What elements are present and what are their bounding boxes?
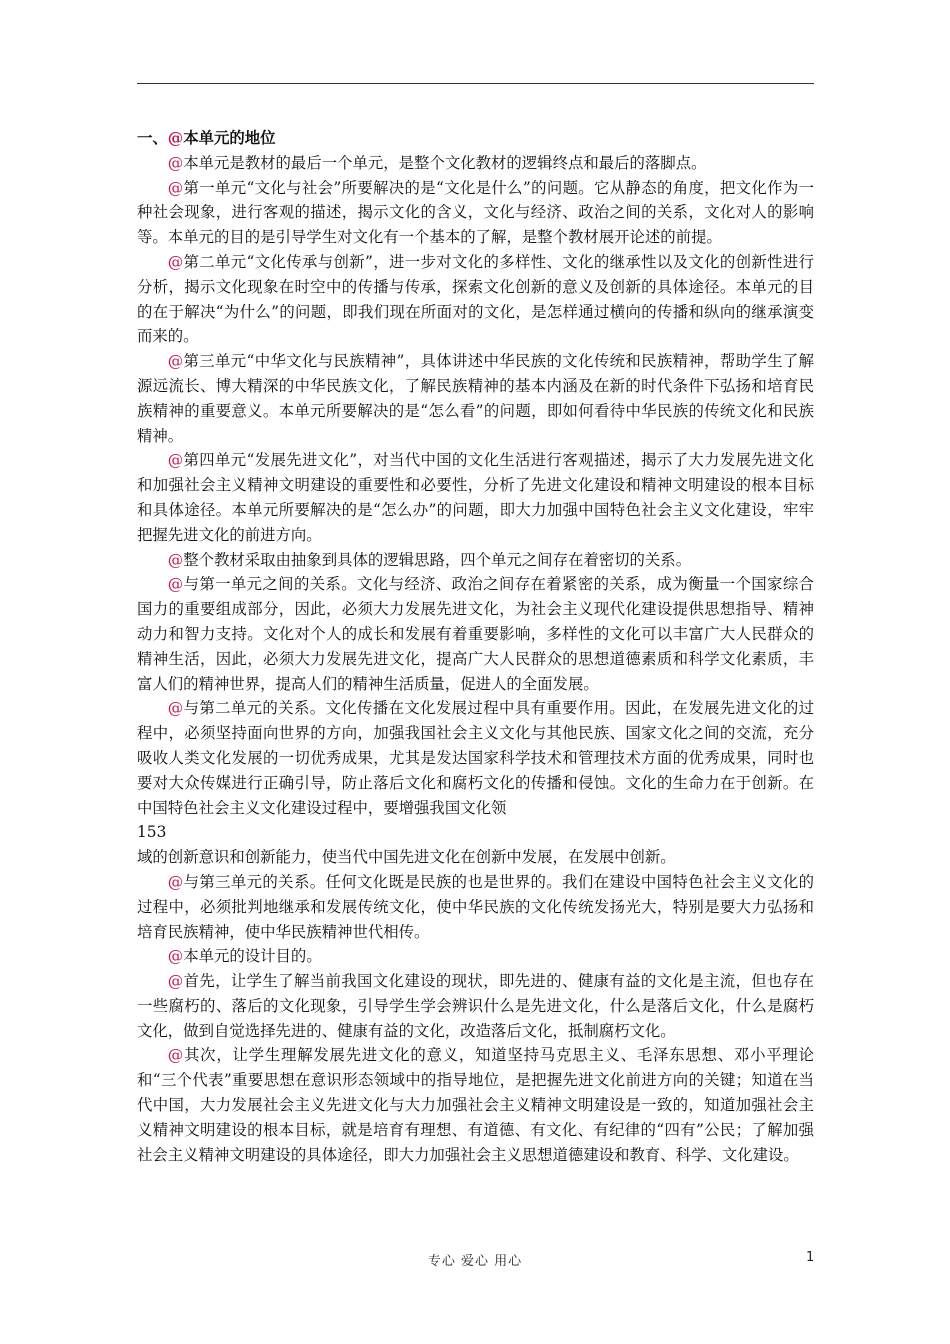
marker-symbol: @ <box>167 972 184 991</box>
marker-symbol: @ <box>167 252 184 271</box>
paragraph: @其次，让学生理解发展先进文化的意义，知道坚持马克思主义、毛泽东思想、邓小平理论和“三个代表”重要思想在意识形态领域中的指导地位，是把握先进文化前进方向的关键；知道在当代中国，大力发展社会主义先进文化与大力加强社会主义精神文明建设是一致的，知道加强社会主义精神文明建设的根本目标，就是培育有理想、有道德、有文化、有纪律的“四有”公民；了解加强社会主义精神文明建设的具体途径，即大力加强社会主义思想道德建设和教育、科学、文化建设。 <box>137 1046 814 1164</box>
marker-symbol: @ <box>167 129 184 147</box>
marker-symbol: @ <box>167 699 184 718</box>
marker-symbol: @ <box>167 153 184 172</box>
paragraph: @第三单元“中华文化与民族精神”，具体讲述中华民族的文化传统和民族精神，帮助学生了解源远流长、博大精深的中华民族文化，了解民族精神的基本内涵及在新的时代条件下弘扬和培育民族精神的重要意义。本单元所要解决的是“怎么看”的问题，即如何看待中华民族的传统文化和民族精神。 <box>137 352 814 445</box>
paragraph: @第二单元“文化传承与创新”，进一步对文化的多样性、文化的继承性以及文化的创新性进行分析，揭示文化现象在时空中的传播与传承，探索文化创新的意义及创新的具体途径。本单元的目的在于解决“为什么”的问题，即我们现在所面对的文化，是怎样通过横向的传播和纵向的继承演变而来的。 <box>137 252 814 346</box>
marker-symbol: @ <box>167 1046 184 1065</box>
header-rule <box>137 83 814 84</box>
paragraph: @与第一单元之间的关系。文化与经济、政治之间存在着紧密的关系，成为衡量一个国家综合国力的重要组成部分，因此，必须大力发展先进文化，为社会主义现代化建设提供思想指导、精神动力和智力支持。文化对个人的成长和发展有着重要影响，多样性的文化可以丰富广大人民群众的精神生活，因此，必须大力发展先进文化，提高广大人民群众的思想道德素质和科学文化素质，丰富人们的精神世界，提高人们的精神生活质量，促进人的全面发展。 <box>137 575 814 693</box>
marker-symbol: @ <box>167 550 184 569</box>
document-body <box>137 126 814 1167</box>
section-heading <box>137 126 814 151</box>
paragraph: @整个教材采取由抽象到具体的逻辑思路，四个单元之间存在着密切的关系。 <box>167 550 692 569</box>
paragraph: @第四单元“发展先进文化”，对当代中国的文化生活进行客观描述，揭示了大力发展先进文化和加强社会主义精神文明建设的重要性和必要性，分析了先进文化建设和精神文明建设的根本目标和具体途径。本单元所要解决的是“怎么办”的问题，即大力加强中国特色社会主义文化建设，牢牢把握先进文化的前进方向。 <box>137 451 814 544</box>
page-number: 1 <box>806 1250 815 1265</box>
marker-symbol: @ <box>167 352 184 371</box>
paragraph-continuation: 域的创新意识和创新能力，使当代中国先进文化在创新中发展，在发展中创新。 <box>137 848 676 867</box>
heading-text: 本单元的地位 <box>183 129 276 147</box>
marker-symbol: @ <box>167 575 184 594</box>
paragraph: @第一单元“文化与社会”所要解决的是“文化是什么”的问题。它从静态的角度，把文化作为一种社会现象，进行客观的描述，揭示文化的含义，文化与经济、政治之间的关系，文化对人的影响等。本单元的目的是引导学生对文化有一个基本的了解，是整个教材展开论述的前提。 <box>137 178 814 247</box>
marker-symbol: @ <box>167 947 184 966</box>
paragraph: @首先，让学生了解当前我国文化建设的现状，即先进的、健康有益的文化是主流，但也存在一些腐朽的、落后的文化现象，引导学生学会辨识什么是先进文化，什么是落后文化，什么是腐朽文化，做到自觉选择先进的、健康有益的文化，改造落后文化，抵制腐朽文化。 <box>137 972 814 1040</box>
marker-symbol: @ <box>167 872 184 891</box>
paragraph: @本单元的设计目的。 <box>167 947 322 966</box>
paragraph: @与第二单元的关系。文化传播在文化发展过程中具有重要作用。因此，在发展先进文化的过程中，必须坚持面向世界的方向，加强我国社会主义文化与其他民族、国家文化之间的交流，充分吸收人类文化发展的一切优秀成果，尤其是发达国家科学技术和管理技术方面的优秀成果，同时也要对大众传媒进行正确引导，防止落后文化和腐朽文化的传播和侵蚀。文化的生命力在于创新。在中国特色社会主义文化建设过程中，要增强我国文化领 <box>137 699 814 817</box>
heading-prefix: 一、 <box>137 129 168 147</box>
marker-symbol: @ <box>167 178 184 197</box>
page-footer: 专心 爱心 用心 <box>427 1254 523 1269</box>
marker-symbol: @ <box>167 451 184 470</box>
inline-page-number: 153 <box>137 823 167 842</box>
paragraph: @与第三单元的关系。任何文化既是民族的也是世界的。我们在建设中国特色社会主义文化的过程中，必须批判地继承和发展传统文化，使中华民族的文化传统发扬光大，特别是要大力弘扬和培育民族精神，使中华民族精神世代相传。 <box>137 872 814 941</box>
paragraph: @本单元是教材的最后一个单元，是整个文化教材的逻辑终点和最后的落脚点。 <box>167 153 707 172</box>
